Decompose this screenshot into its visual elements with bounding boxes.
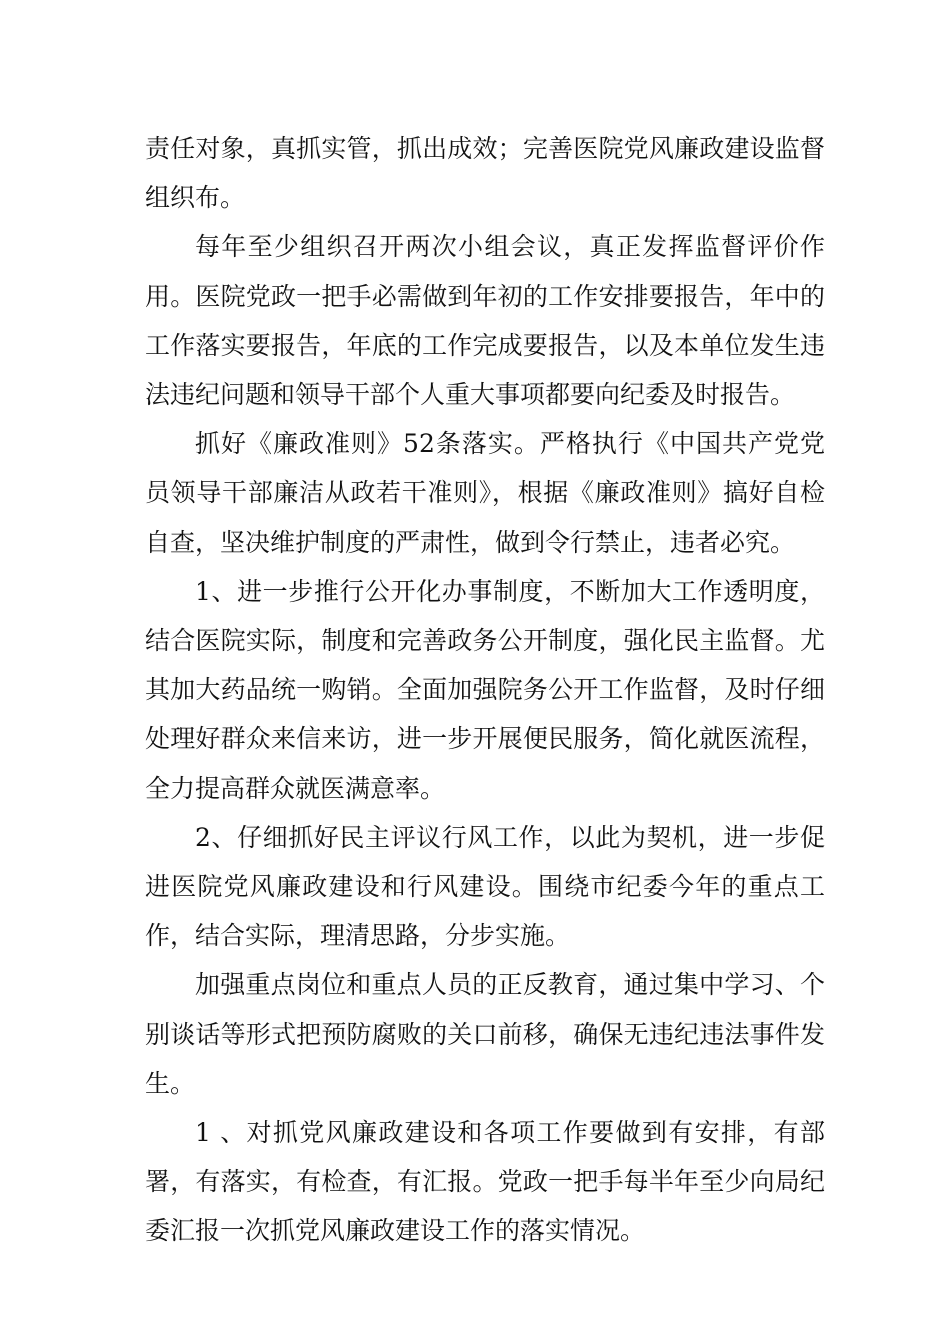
paragraph-4: 1、进一步推行公开化办事制度，不断加大工作透明度，结合医院实际，制度和完善政务公开制度，强化民主监督。尤其加大药品统一购销。全面加强院务公开工作监督，及时仔细处理好群众来信来访，进一步开展便民服务，简化就医流程，全力提高群众就医满意率。: [145, 576, 825, 803]
paragraph-1: 责任对象，真抓实管，抓出成效；完善医院党风廉政建设监督组织布。: [145, 134, 825, 213]
paragraph-5: 2、仔细抓好民主评议行风工作，以此为契机，进一步促进医院党风廉政建设和行风建设。围绕市纪委今年的重点工作，结合实际，理清思路，分步实施。: [145, 822, 825, 951]
paragraph-3: 抓好《廉政准则》52条落实。严格执行《中国共产党党员领导干部廉洁从政若干准则》，根据《廉政准则》搞好自检自查，坚决维护制度的严肃性，做到令行禁止，违者必究。: [145, 429, 825, 557]
paragraph-2: 每年至少组织召开两次小组会议，真正发挥监督评价作用。医院党政一把手必需做到年初的工作安排要报告，年中的工作落实要报告，年底的工作完成要报告，以及本单位发生违法违纪问题和领导干部个人重大事项都要向纪委及时报告。: [145, 232, 825, 410]
document-body: [145, 124, 825, 1256]
paragraph-6: 加强重点岗位和重点人员的正反教育，通过集中学习、个别谈话等形式把预防腐败的关口前移，确保无违纪违法事件发生。: [145, 970, 825, 1098]
paragraph-7: 1 、对抓党风廉政建设和各项工作要做到有安排，有部署，有落实，有检查，有汇报。党政一把手每半年至少向局纪委汇报一次抓党风廉政建设工作的落实情况。: [145, 1118, 825, 1246]
